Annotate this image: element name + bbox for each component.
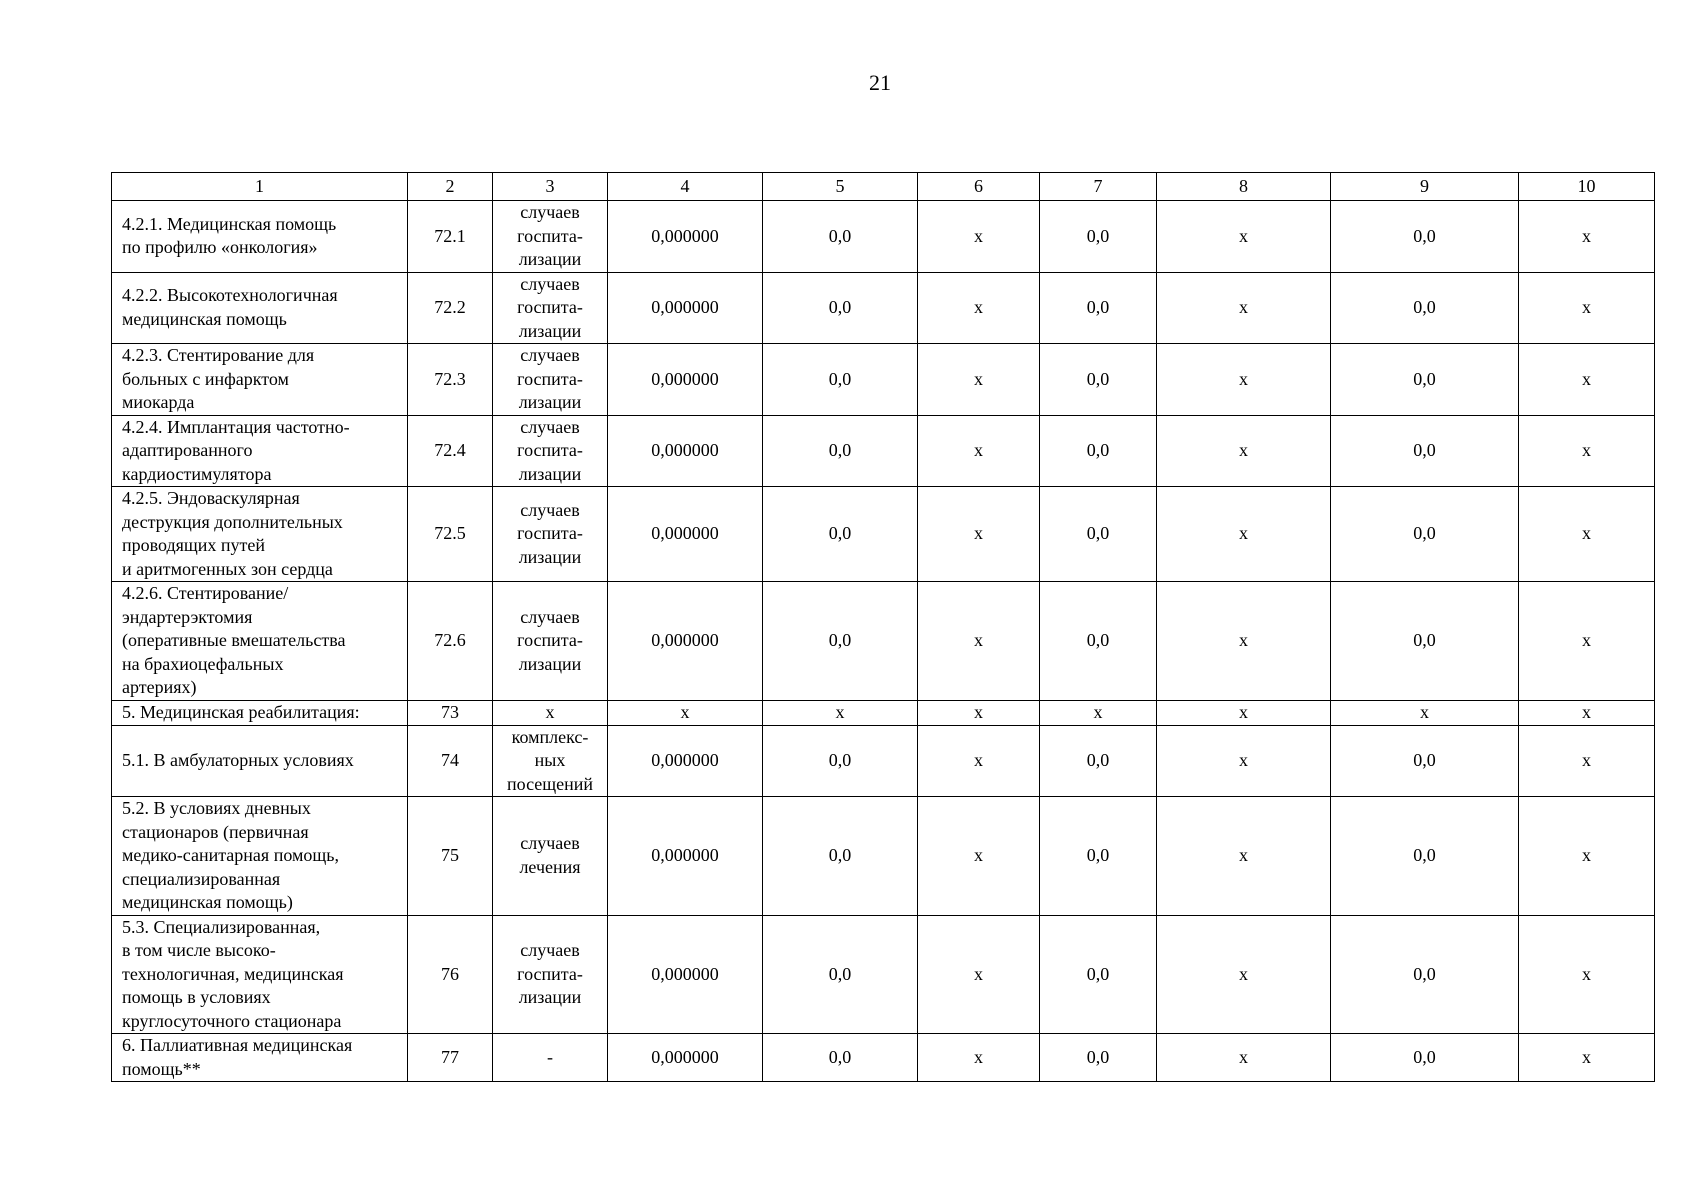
table-row [112,915,1655,1034]
cell-col6: х [918,915,1040,1034]
cell-col5: 0,0 [763,582,918,701]
cell-col9: 0,0 [1331,1034,1519,1082]
cell-col8: х [1157,272,1331,344]
cell-col5: 0,0 [763,415,918,487]
cell-col8: х [1157,487,1331,582]
cell-col4: 0,000000 [608,582,763,701]
cell-col10: х [1519,487,1655,582]
row-code-cell: 72.4 [408,415,493,487]
cell-col5: 0,0 [763,272,918,344]
cell-col5: 0,0 [763,915,918,1034]
cell-col6: х [918,272,1040,344]
cell-col10: х [1519,725,1655,797]
cell-col7: 0,0 [1040,725,1157,797]
cell-col7: 0,0 [1040,344,1157,416]
cell-col4: 0,000000 [608,201,763,273]
cell-col6: х [918,1034,1040,1082]
row-name-cell: 5. Медицинская реабилитация: [112,700,408,725]
row-code-cell: 73 [408,700,493,725]
cell-col10: х [1519,344,1655,416]
table-row [112,700,1655,725]
header-cell: 6 [918,173,1040,201]
row-unit-cell: случаев госпита- лизации [493,344,608,416]
cell-col9: 0,0 [1331,201,1519,273]
cell-col7: 0,0 [1040,1034,1157,1082]
table-row [112,725,1655,797]
row-unit-cell: случаев госпита- лизации [493,487,608,582]
row-unit-cell: х [493,700,608,725]
cell-col8: х [1157,1034,1331,1082]
row-name-cell: 4.2.1. Медицинская помощь по профилю «онкология» [112,201,408,273]
header-cell: 4 [608,173,763,201]
cell-col5: 0,0 [763,344,918,416]
cell-col4: 0,000000 [608,915,763,1034]
cell-col4: 0,000000 [608,797,763,916]
row-unit-cell: случаев госпита- лизации [493,582,608,701]
data-table [111,172,1655,1082]
cell-col10: х [1519,700,1655,725]
cell-col6: х [918,487,1040,582]
cell-col7: 0,0 [1040,201,1157,273]
row-code-cell: 72.1 [408,201,493,273]
row-name-cell: 5.2. В условиях дневных стационаров (первичная медико-санитарная помощь, специализированная медицинская помощь) [112,797,408,916]
cell-col6: х [918,415,1040,487]
row-code-cell: 75 [408,797,493,916]
row-code-cell: 72.3 [408,344,493,416]
table-row [112,272,1655,344]
cell-col10: х [1519,797,1655,916]
cell-col9: 0,0 [1331,272,1519,344]
cell-col8: х [1157,700,1331,725]
cell-col9: х [1331,700,1519,725]
cell-col9: 0,0 [1331,344,1519,416]
table-row [112,487,1655,582]
header-cell: 8 [1157,173,1331,201]
cell-col6: х [918,725,1040,797]
row-unit-cell: комплекс- ных посещений [493,725,608,797]
cell-col7: 0,0 [1040,487,1157,582]
cell-col6: х [918,797,1040,916]
cell-col10: х [1519,415,1655,487]
cell-col6: х [918,344,1040,416]
row-code-cell: 72.5 [408,487,493,582]
row-name-cell: 4.2.4. Имплантация частотно- адаптированного кардиостимулятора [112,415,408,487]
cell-col8: х [1157,344,1331,416]
table-row [112,1034,1655,1082]
table-row [112,415,1655,487]
table-row [112,582,1655,701]
row-unit-cell: случаев госпита- лизации [493,415,608,487]
cell-col9: 0,0 [1331,797,1519,916]
row-name-cell: 4.2.2. Высокотехнологичная медицинская помощь [112,272,408,344]
cell-col7: 0,0 [1040,582,1157,701]
row-code-cell: 72.2 [408,272,493,344]
cell-col8: х [1157,915,1331,1034]
row-unit-cell: - [493,1034,608,1082]
header-cell: 7 [1040,173,1157,201]
header-cell: 9 [1331,173,1519,201]
cell-col5: 0,0 [763,487,918,582]
page-number: 21 [869,70,891,95]
cell-col4: х [608,700,763,725]
cell-col4: 0,000000 [608,415,763,487]
cell-col7: 0,0 [1040,797,1157,916]
cell-col6: х [918,700,1040,725]
row-unit-cell: случаев лечения [493,797,608,916]
row-code-cell: 77 [408,1034,493,1082]
cell-col5: 0,0 [763,725,918,797]
row-name-cell: 5.1. В амбулаторных условиях [112,725,408,797]
row-name-cell: 4.2.3. Стентирование для больных с инфарктом миокарда [112,344,408,416]
header-cell: 3 [493,173,608,201]
row-unit-cell: случаев госпита- лизации [493,272,608,344]
cell-col10: х [1519,915,1655,1034]
cell-col6: х [918,582,1040,701]
cell-col4: 0,000000 [608,725,763,797]
cell-col9: 0,0 [1331,487,1519,582]
cell-col8: х [1157,582,1331,701]
header-cell: 1 [112,173,408,201]
cell-col4: 0,000000 [608,487,763,582]
cell-col10: х [1519,201,1655,273]
table-row [112,201,1655,273]
cell-col8: х [1157,415,1331,487]
cell-col7: х [1040,700,1157,725]
table-row [112,797,1655,916]
cell-col8: х [1157,201,1331,273]
table-row [112,344,1655,416]
cell-col7: 0,0 [1040,415,1157,487]
cell-col9: 0,0 [1331,415,1519,487]
cell-col8: х [1157,725,1331,797]
cell-col10: х [1519,272,1655,344]
row-code-cell: 74 [408,725,493,797]
cell-col8: х [1157,797,1331,916]
cell-col4: 0,000000 [608,272,763,344]
header-cell: 10 [1519,173,1655,201]
row-name-cell: 6. Паллиативная медицинская помощь** [112,1034,408,1082]
cell-col7: 0,0 [1040,915,1157,1034]
cell-col9: 0,0 [1331,725,1519,797]
row-name-cell: 5.3. Специализированная, в том числе высоко- технологичная, медицинская помощь в условиях круглосуточного стационара [112,915,408,1034]
row-code-cell: 72.6 [408,582,493,701]
cell-col4: 0,000000 [608,344,763,416]
cell-col10: х [1519,1034,1655,1082]
cell-col9: 0,0 [1331,915,1519,1034]
row-unit-cell: случаев госпита- лизации [493,915,608,1034]
row-unit-cell: случаев госпита- лизации [493,201,608,273]
cell-col6: х [918,201,1040,273]
cell-col5: 0,0 [763,201,918,273]
row-code-cell: 76 [408,915,493,1034]
cell-col5: х [763,700,918,725]
header-cell: 5 [763,173,918,201]
cell-col5: 0,0 [763,797,918,916]
cell-col10: х [1519,582,1655,701]
cell-col5: 0,0 [763,1034,918,1082]
header-row [112,173,1655,201]
cell-col9: 0,0 [1331,582,1519,701]
cell-col4: 0,000000 [608,1034,763,1082]
header-cell: 2 [408,173,493,201]
cell-col7: 0,0 [1040,272,1157,344]
row-name-cell: 4.2.6. Стентирование/ эндартерэктомия (оперативные вмешательства на брахиоцефальных артериях) [112,582,408,701]
row-name-cell: 4.2.5. Эндоваскулярная деструкция дополнительных проводящих путей и аритмогенных зон сердца [112,487,408,582]
